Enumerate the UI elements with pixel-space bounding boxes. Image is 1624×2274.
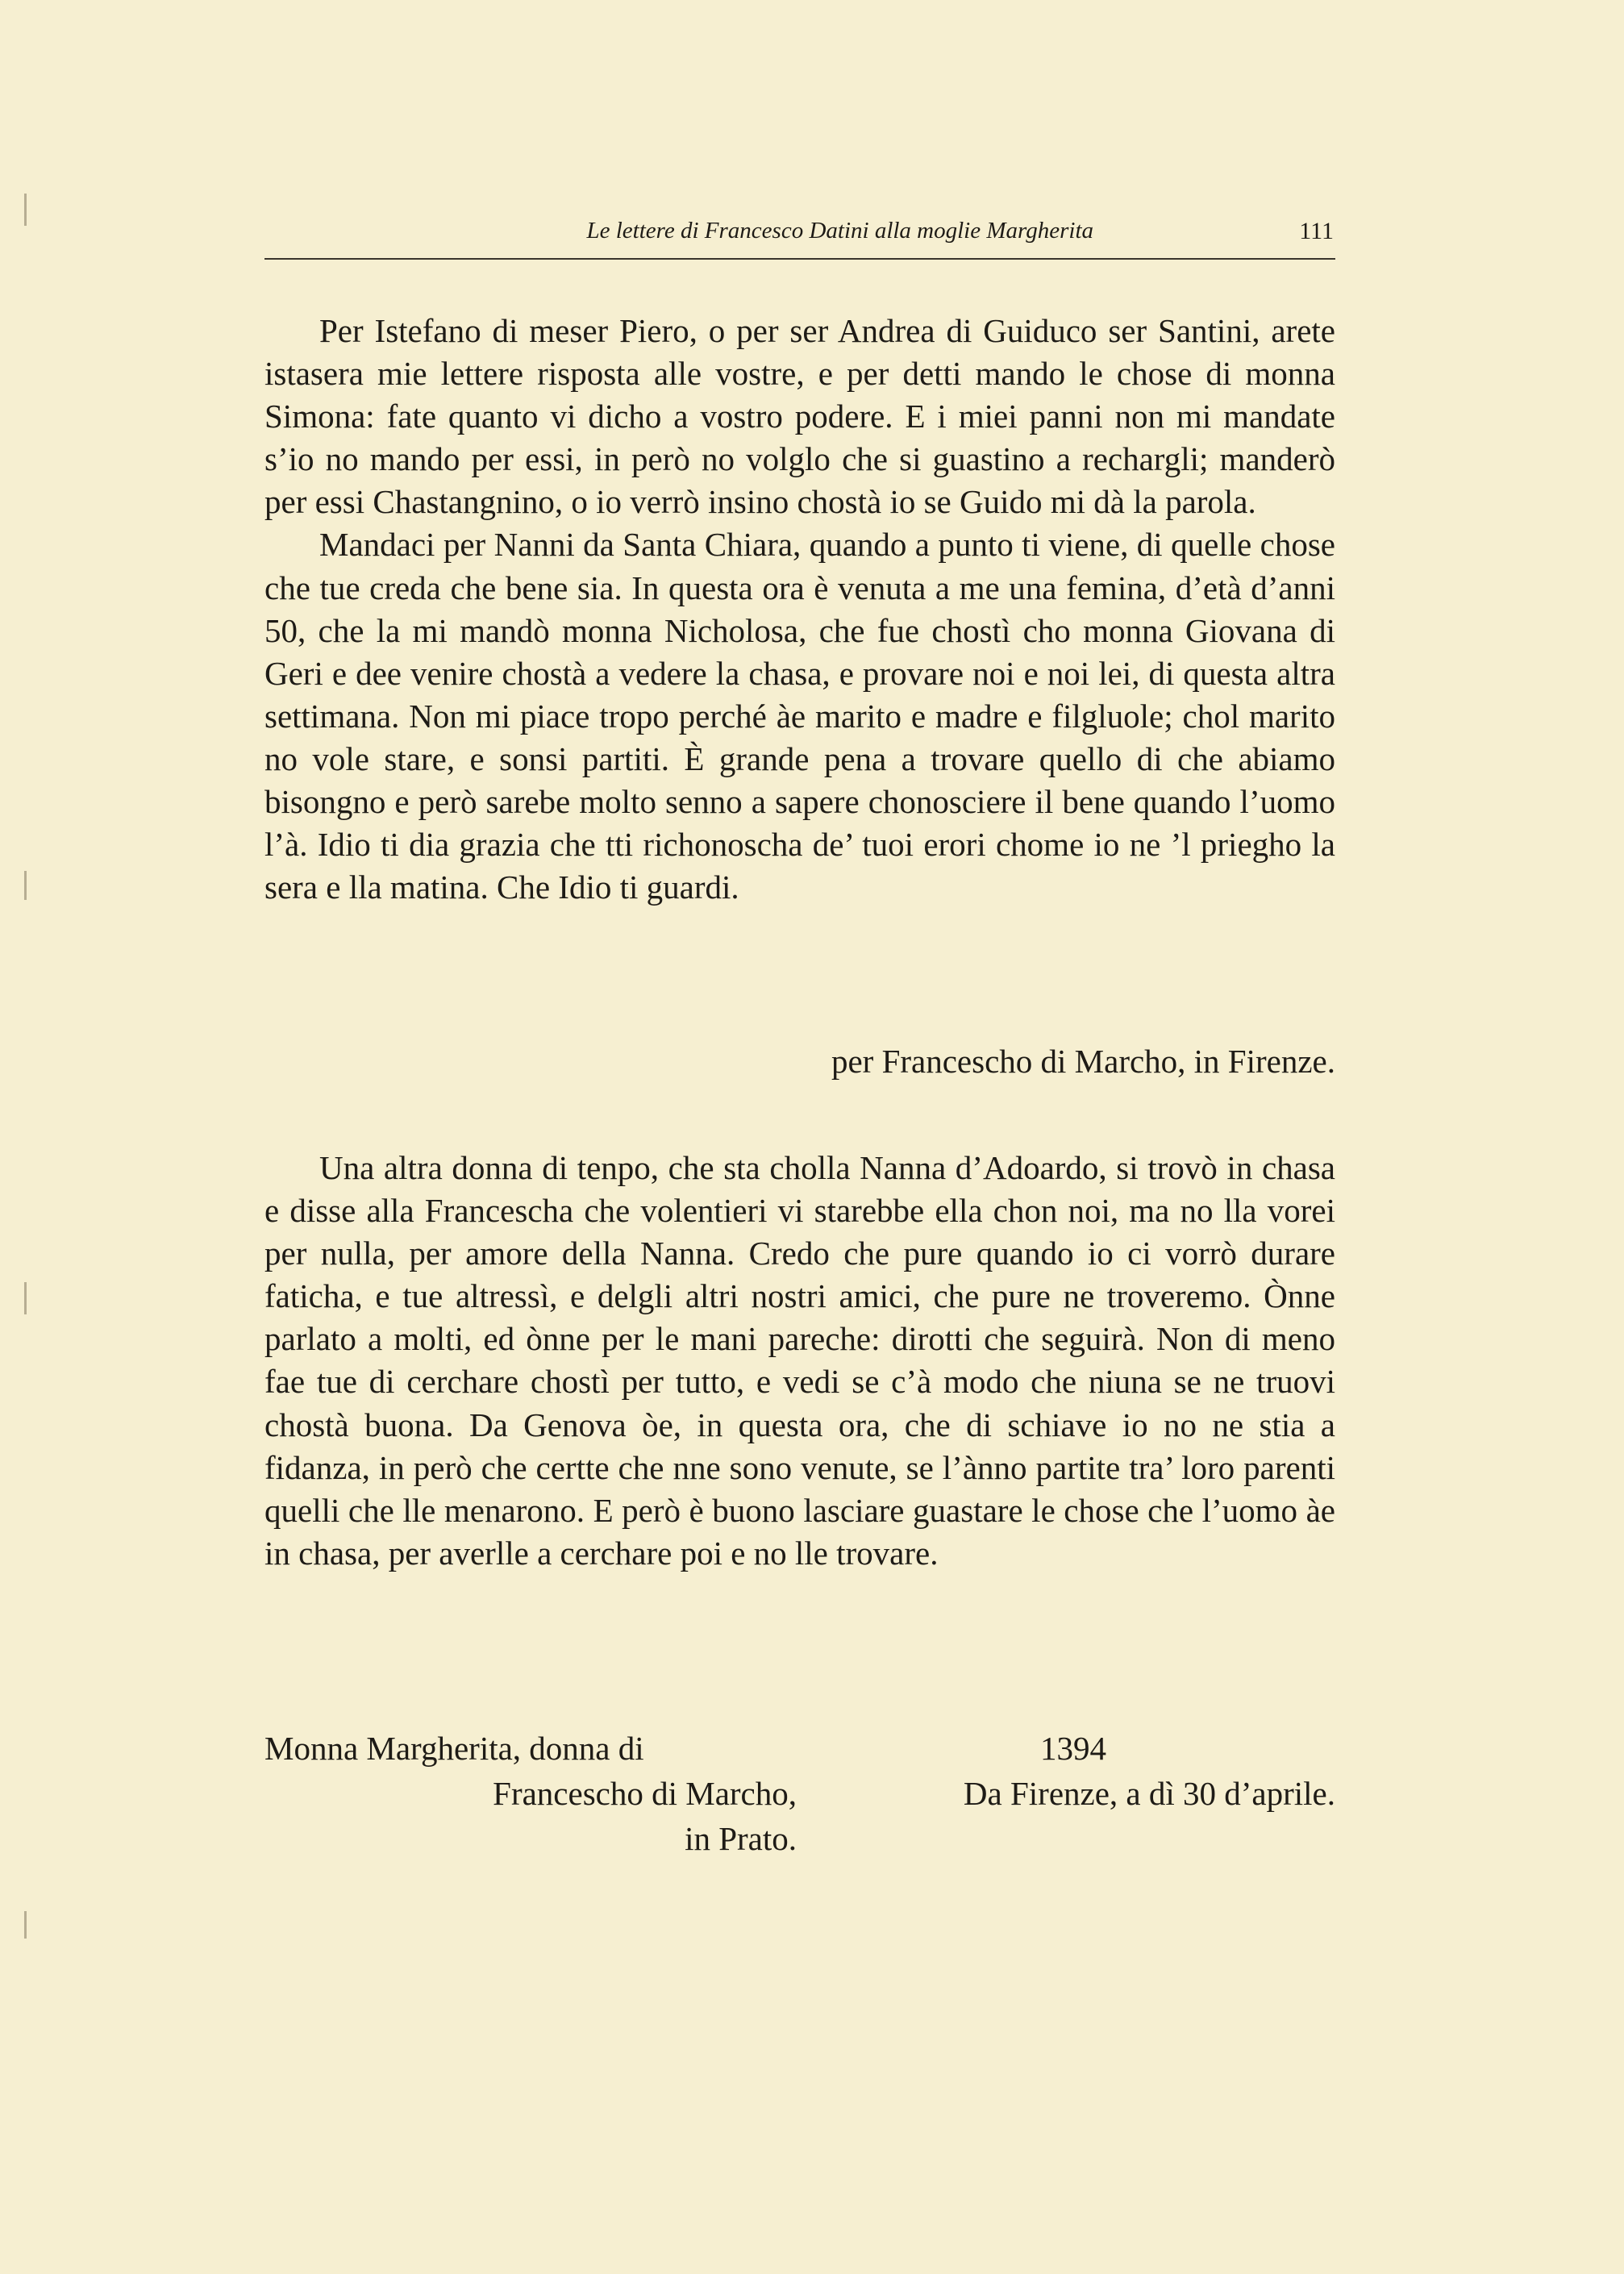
- letter-year: 1394: [1040, 1730, 1106, 1767]
- paragraph: Mandaci per Nanni da Santa Chiara, quando a punto ti viene, di quelle chose che tue creda che bene sia. In questa ora è venuta a me una femina, d’età d’anni 50, che la mi mandò monna Nicholosa, che fue chostì cho monna Giovana di Geri e dee venire chostà a vedere la chasa, e provare noi e noi lei, di questa altra settimana. Non mi piace tropo perché àe marito e madre e filgluole; chol marito no vole stare, e sonsi partiti. È grande pena a trovare quello di che abiamo bisongno e però sarebe molto senno a sapere chonosciere il bene quando l’uomo l’à. Idio ti dia grazia che tti richonoscha de’ tuoi erori chome io ne ’l priegho la sera e lla matina. Che Idio ti guardi.: [264, 526, 1335, 906]
- letter-body-1: [264, 310, 1335, 909]
- letter-signoff: per Francescho di Marcho, in Firenze.: [831, 1043, 1335, 1080]
- address-line: Monna Margherita, donna di: [264, 1730, 644, 1767]
- address-line: Francescho di Marcho,: [493, 1775, 797, 1812]
- running-header: [264, 216, 1335, 260]
- letter-closing: [264, 1726, 1335, 1871]
- margin-mark: [24, 1282, 27, 1314]
- paragraph: Per Istefano di meser Piero, o per ser Andrea di Guiduco ser Santini, arete istasera mie lettere risposta alle vostre, e per detti mando le chose di monna Simona: fate quanto vi dicho a vostro podere. E i miei panni non mi mandate s’io no mando per essi, in però no volglo che si guastino a rechargli; manderò per essi Chastangnino, o io verrò insino chostà io se Guido mi dà la parola.: [264, 312, 1335, 521]
- paragraph: Una altra donna di tenpo, che sta cholla Nanna d’Adoardo, si trovò in chasa e disse alla Francescha che volentieri vi starebbe ella chon noi, ma no lla vorei per nulla, per amore della Nanna. Credo che pure quando io ci vorrò durare faticha, e tue altressì, e delgli altri nostri amici, che pure ne troveremo. Ònne parlato a molti, ed ònne per le mani pareche: dirotti che seguirà. Non di meno fae tue di cerchare chostì per tutto, e vedi se c’à modo che niuna se ne truovi chostà buona. Da Genova òe, in questa ora, che di schiave io no ne stia a fidanza, in però che certte che nne sono venute, se l’ànno partite tra’ loro parenti quelli che lle menarono. E però è buono lasciare guastare le chose che l’uomo àe in chasa, per averlle a cerchare poi e no lle trovare.: [264, 1149, 1335, 1572]
- letter-body-2: [264, 1147, 1335, 1575]
- margin-mark: [24, 194, 27, 226]
- margin-mark: [24, 871, 27, 900]
- margin-mark: [24, 1911, 27, 1939]
- running-title: Le lettere di Francesco Datini alla moglie Margherita: [586, 218, 1093, 244]
- page-number: 111: [1299, 218, 1334, 244]
- place-date: Da Firenze, a dì 30 d’aprile.: [963, 1775, 1335, 1812]
- address-line: in Prato.: [685, 1820, 797, 1857]
